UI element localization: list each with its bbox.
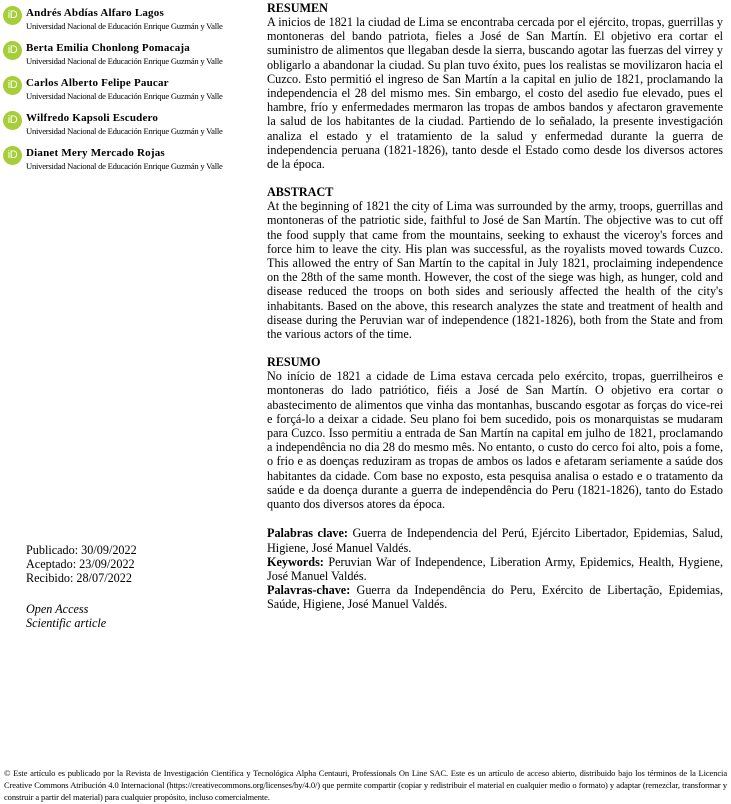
orcid-icon[interactable]: iD [3,111,22,130]
resumen-section [267,1,723,171]
abstract-text: At the beginning of 1821 the city of Lima was surrounded by the army, troops, guerrillas and montoneras of the patriotic side, faithful to José de San Martín. The objective was to cut off the food supply that came from the mountains, seeking to exhaust the viceroy's forces and force him to leave the city. His plan was successful, as the royalists moved towards Cuzco. This allowed the entry of San Martín to the capital in July 1821, proclaiming independence on the 28th of the same month. However, the cost of the siege was high, as hunger, cold and disease reduced the troops on both sides and seriously affected the health of the city's inhabitants. Based on the above, this research analyzes the state and treatment of health and disease during the Peruvian war of independence (1821-1826), both from the State and from the various actors of the time. [267,199,723,342]
resumen-text: A inicios de 1821 la ciudad de Lima se encontraba cercada por el ejército, tropas, guerrillas y montoneras del bando patriota, fieles a José de San Martín. El objetivo era cortar el suministro de alimentos que llegaban desde la sierra, buscando agotar las fuerzas del virrey y obligarlo a abandonar la ciudad. Su plan tuvo éxito, pues los realistas se movilizaron hacia el Cuzco. Esto permitió el ingreso de San Martín a la capital en julio de 1821, proclamando la independencia el 28 del mismo mes. Sin embargo, el costo del asedio fue elevado, pues el hambre, frío y enfermedades mermaron las tropas de ambos bandos y afectaron gravemente la salud de los habitantes de la ciudad. Partiendo de lo señalado, la presente investigación analiza el estado y el tratamiento de la salud y enfermedad durante la guerra de independencia peruana (1821-1826), tanto desde el Estado como desde los diversos actores de la época. [267,15,723,172]
article-type-label: Scientific article [26,616,107,631]
received-date: Recibido: 28/07/2022 [26,571,132,586]
keywords-en [267,555,723,583]
published-date: Publicado: 30/09/2022 [26,543,137,557]
orcid-icon[interactable]: iD [3,146,22,165]
keywords-es-text: Guerra de Independencia del Perú, Ejército Libertador, Epidemias, Salud, Higiene, José Manuel Valdés. [267,526,724,555]
open-access-label: Open Access [26,602,89,616]
orcid-icon[interactable]: iD [3,41,22,60]
keywords-pt-text: Guerra da Independência do Peru, Exército de Libertação, Epidemias, Saúde, Higiene, José Manuel Valdés. [267,583,723,612]
author-name: Andrés Abdías Alfaro Lagos [26,7,164,19]
author-name: Berta Emilia Chonlong Pomacaja [26,42,190,54]
author-affiliation: Universidad Nacional de Educación Enrique Guzmán y Valle [26,161,223,171]
article-dates [26,543,137,586]
keywords-en-text: Peruvian War of Independence, Liberation Army, Epidemics, Health, Hygiene, José Manuel Valdés. [267,554,723,583]
abstract-section [267,185,723,341]
keywords-pt-label: Palavras-chave: [267,583,351,598]
access-info [26,602,106,630]
author-affiliation: Universidad Nacional de Educación Enrique Guzmán y Valle [26,126,223,136]
license-notice: © Este artículo es publicado por la Revista de Investigación Científica y Tecnológica Alpha Centauri, Professionals On Line SAC. Este es un artículo de acceso abierto, distribuido bajo los términos de la Licencia Creative Commons Atribución 4.0 Internacional (https://creativecommons.org/licenses/by/4.0/) que permite compartir (copiar y redistribuir el material en cualquier medio o formato) y adaptar (remezclar, transformar y construir a partir del material) para cualquier propósito, incluso comercialmente. [4,768,727,803]
author-affiliation: Universidad Nacional de Educación Enrique Guzmán y Valle [26,91,223,101]
author-item [3,146,258,181]
keywords-es-label: Palabras clave: [267,526,348,541]
accepted-date: Aceptado: 23/09/2022 [26,557,135,572]
author-list [3,6,258,181]
orcid-icon[interactable]: iD [3,76,22,95]
resumo-heading: RESUMO [267,355,321,370]
author-item [3,76,258,111]
resumen-heading: RESUMEN [267,1,328,15]
keywords-es [267,526,723,554]
author-item [3,41,258,76]
abstracts-column [267,1,723,612]
orcid-icon[interactable]: iD [3,6,22,25]
abstract-heading: ABSTRACT [267,185,334,200]
keywords-block [267,526,723,611]
author-item [3,6,258,41]
resumo-section [267,355,723,511]
author-affiliation: Universidad Nacional de Educación Enrique Guzmán y Valle [26,56,223,66]
keywords-pt [267,583,723,611]
author-name: Wilfredo Kapsoli Escudero [26,112,159,124]
author-affiliation: Universidad Nacional de Educación Enrique Guzmán y Valle [26,21,223,31]
author-name: Carlos Alberto Felipe Paucar [26,77,169,89]
resumo-text: No início de 1821 a cidade de Lima estava cercada pelo exército, tropas, guerrilheiros e montoneras do lado patriótico, fiéis a José de San Martín. O objetivo era cortar o abastecimento de alimentos que vinha das montanhas, buscando esgotar as forças do vice-rei e forçá-lo a deixar a cidade. Seu plano foi bem sucedido, pois os monarquistas se mudaram para Cuzco. Isso permitiu a entrada de San Martín na capital em julho de 1821, proclamando a independência no dia 28 do mesmo mês. No entanto, o custo do cerco foi alto, pois a fome, o frio e as doenças reduziram as tropas de ambos os lados e afetaram seriamente a saúde dos habitantes da cidade. Com base no exposto, esta pesquisa analisa o estado e o tratamento da saúde e da doença durante a guerra de independência do Peru (1821-1826), tanto do Estado quanto dos diversos atores da época. [267,369,723,512]
author-name: Dianet Mery Mercado Rojas [26,147,165,159]
keywords-en-label: Keywords: [267,554,324,569]
author-item [3,111,258,146]
